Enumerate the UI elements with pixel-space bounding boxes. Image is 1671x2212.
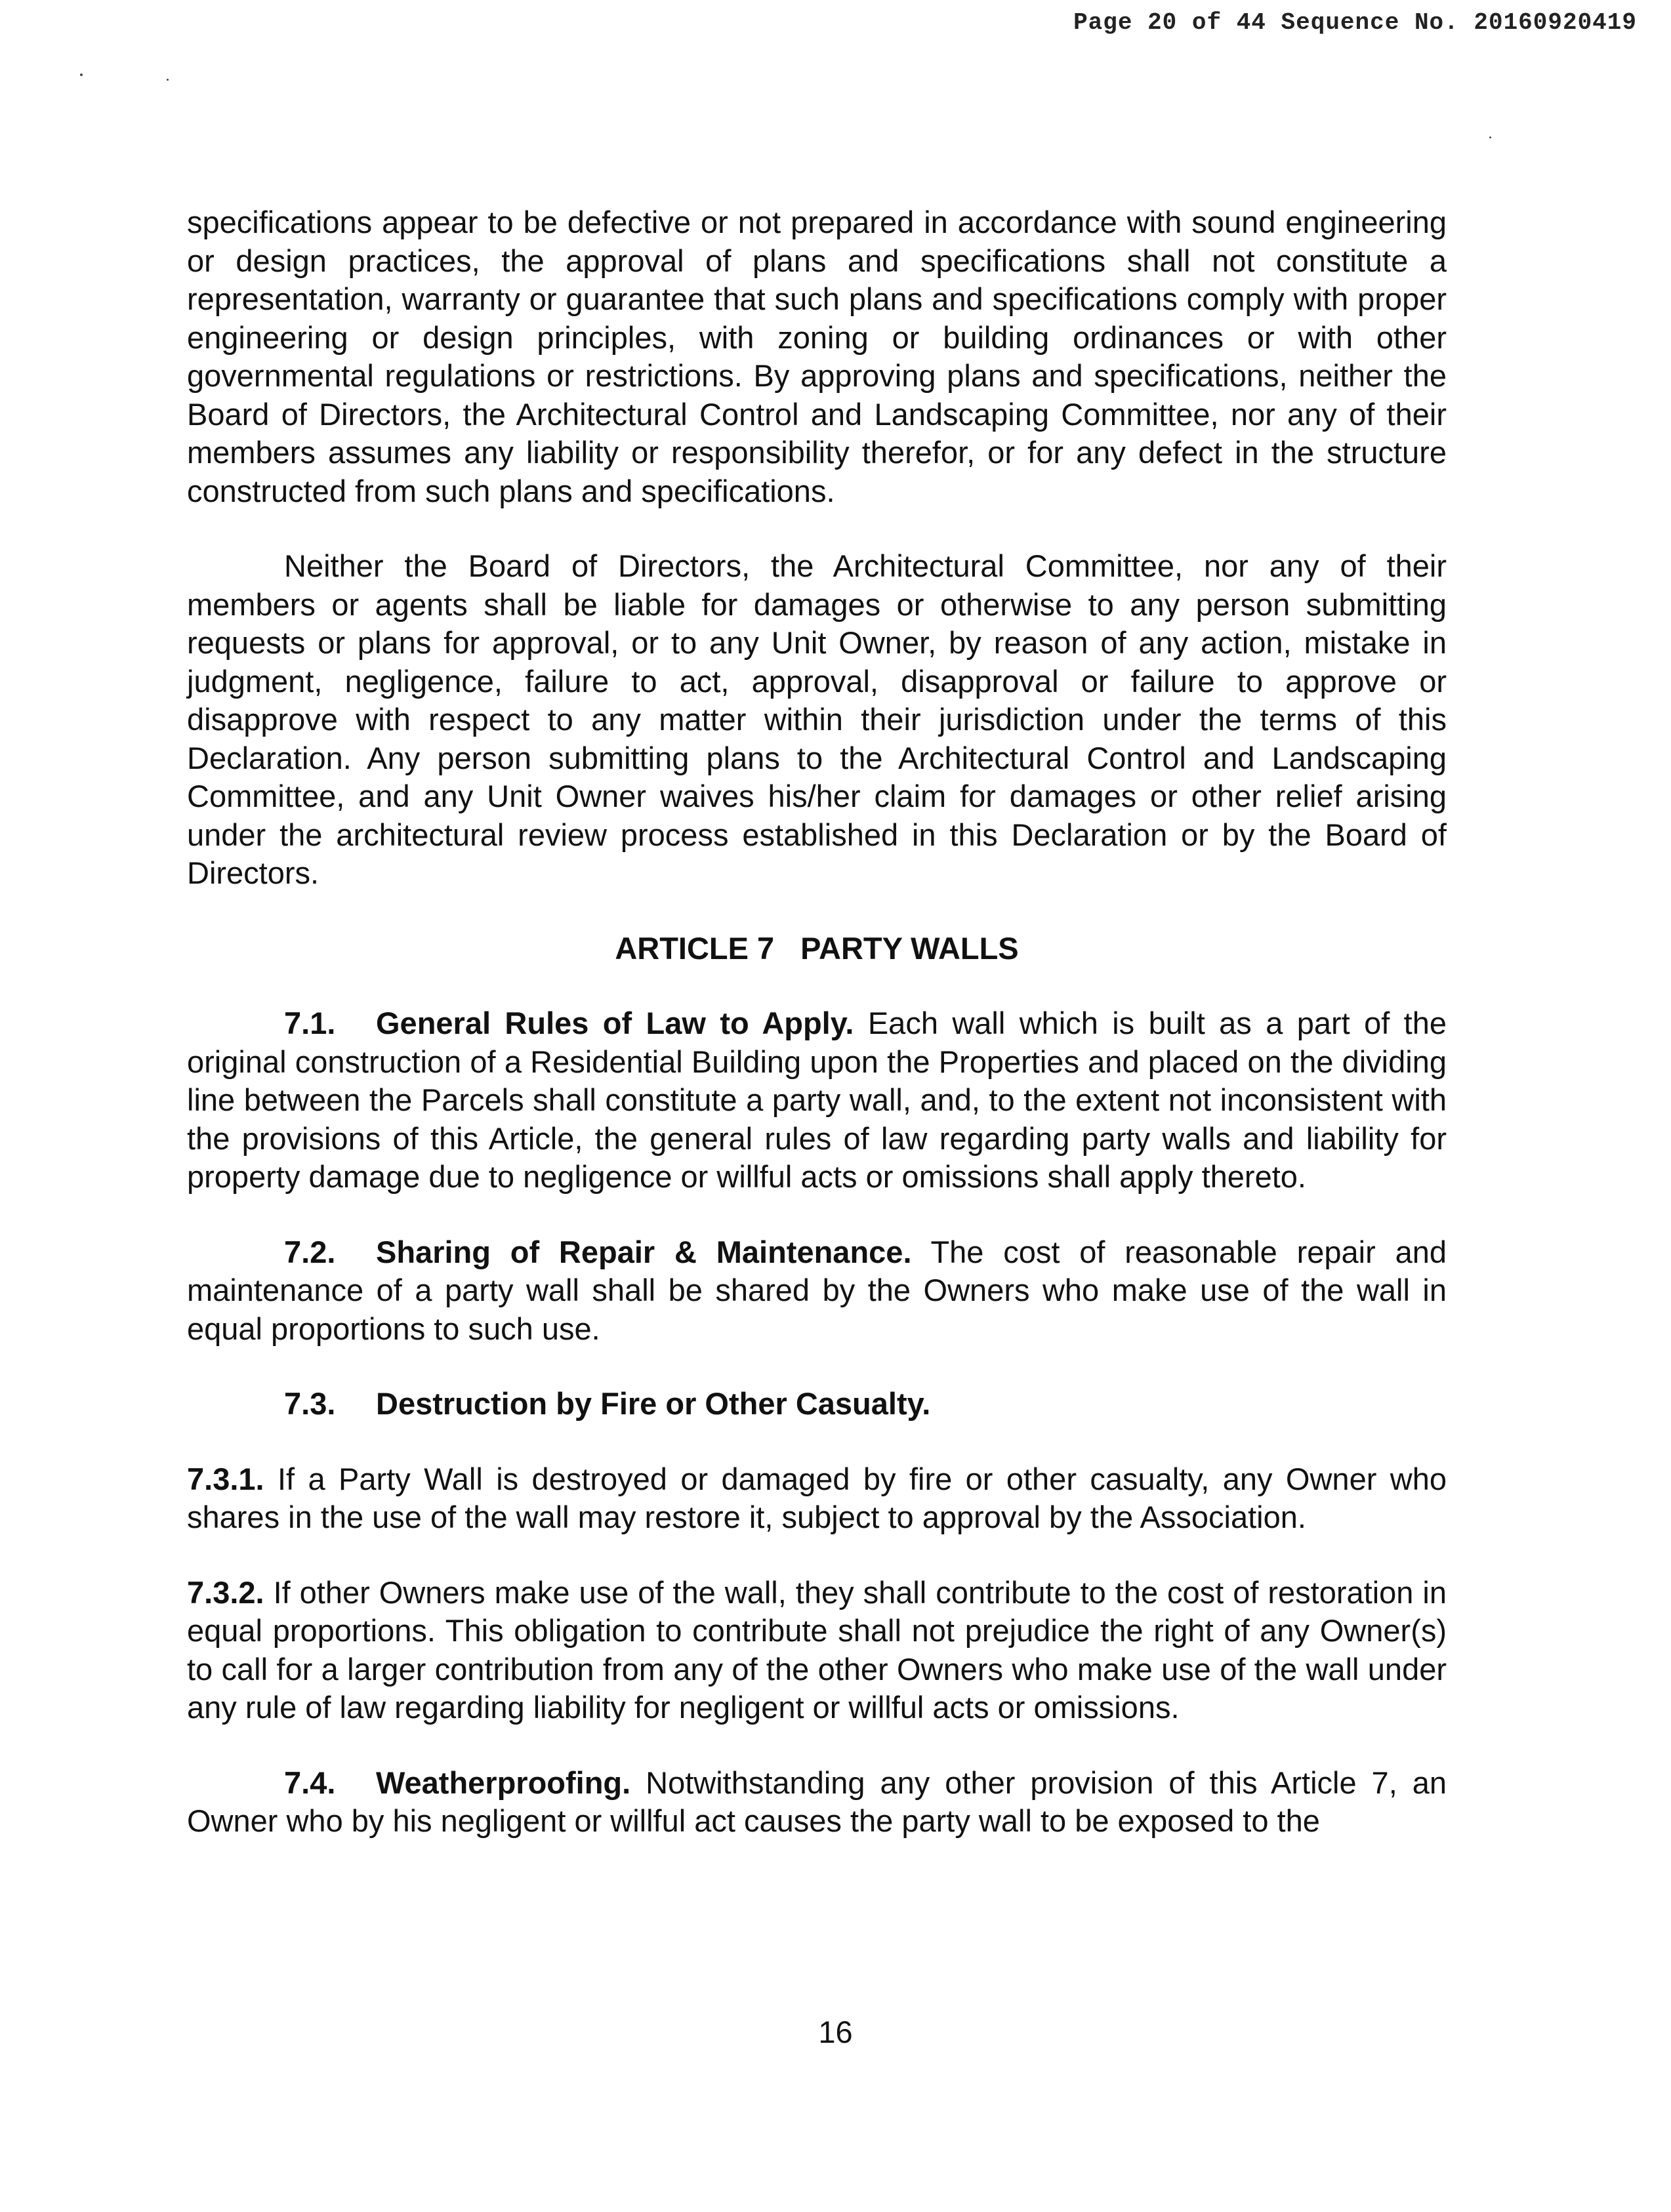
article-number: ARTICLE 7 xyxy=(615,930,775,966)
section-title: Weatherproofing. xyxy=(376,1765,631,1800)
scan-speck xyxy=(167,79,169,81)
section-7-1 xyxy=(187,1004,1447,1197)
section-title: Destruction by Fire or Other Casualty. xyxy=(376,1386,931,1421)
section-text: If a Party Wall is destroyed or damaged by fire or other casualty, any Owner who shares in the use of the wall may restore it, subject to approval by the Association. xyxy=(187,1461,1447,1534)
scan-speck xyxy=(80,73,83,76)
section-text: Each wall which is built as a part of the original construction of a Residential Building upon the Properties and placed on the dividing line between the Parcels shall constitute a party wall, and, to the extent not inconsistent with the provisions of this Article, the general rules of law regarding party walls and liability for property damage due to negligence or willful acts or omissions shall apply thereto. xyxy=(187,1006,1447,1194)
section-title: Sharing of Repair & Maintenance. xyxy=(376,1234,912,1269)
section-number: 7.4. xyxy=(284,1765,336,1800)
page-header: Page 20 of 44 Sequence No. 20160920419 xyxy=(1073,9,1637,36)
section-7-3-1 xyxy=(187,1460,1447,1537)
section-number: 7.3.2. xyxy=(187,1574,264,1610)
document-body xyxy=(187,203,1447,1877)
section-number: 7.3. xyxy=(284,1386,336,1421)
article-title: PARTY WALLS xyxy=(800,930,1019,966)
section-text: The cost of reasonable repair and maintenance of a party wall shall be shared by the Owners who make use of the wall in equal proportions to such use. xyxy=(187,1234,1447,1346)
section-text: If other Owners make use of the wall, they shall contribute to the cost of restoration in equal proportions. This obligation to contribute shall not prejudice the right of any Owner(s) to call for a larger contribution from any of the other Owners who make use of the wall under any rule of law regarding liability for negligent or willful acts or omissions. xyxy=(187,1574,1447,1725)
section-7-2 xyxy=(187,1233,1447,1349)
section-number: 7.2. xyxy=(284,1234,336,1269)
scan-speck xyxy=(1489,136,1491,138)
paragraph-continued: specifications appear to be defective or not prepared in accordance with sound engineering or design practices, the approval of plans and specifications shall not constitute a representation, warranty or guarantee that such plans and specifications comply with proper engineering or design principles, with zoning or building ordinances or with other governmental regulations or restrictions. By approving plans and specifications, neither the Board of Directors, the Architectural Control and Landscaping Committee, nor any of their members assumes any liability or responsibility therefor, or for any defect in the structure constructed from such plans and specifications. xyxy=(187,205,1447,508)
section-number: 7.1. xyxy=(284,1006,336,1040)
section-7-4 xyxy=(187,1764,1447,1841)
section-7-3-2 xyxy=(187,1574,1447,1727)
page-number: 16 xyxy=(818,2015,853,2049)
article-heading xyxy=(187,930,1447,968)
paragraph-liability: Neither the Board of Directors, the Architectural Committee, nor any of their members or agents shall be liable for damages or otherwise to any person submitting requests or plans for approval, or to any Unit Owner, by reason of any action, mistake in judgment, negligence, failure to act, approval, disapproval or failure to approve or disapprove with respect to any matter within their jurisdiction under the terms of this Declaration. Any person submitting plans to the Architectural Control and Landscaping Committee, and any Unit Owner waives his/her claim for damages or other relief arising under the architectural review process established in this Declaration or by the Board of Directors. xyxy=(187,548,1447,890)
section-number: 7.3.1. xyxy=(187,1461,264,1496)
section-text: Notwithstanding any other provision of this Article 7, an Owner who by his negligent or willful act causes the party wall to be exposed to the xyxy=(187,1765,1447,1838)
section-7-3 xyxy=(284,1385,1447,1423)
section-title: General Rules of Law to Apply. xyxy=(376,1006,854,1040)
